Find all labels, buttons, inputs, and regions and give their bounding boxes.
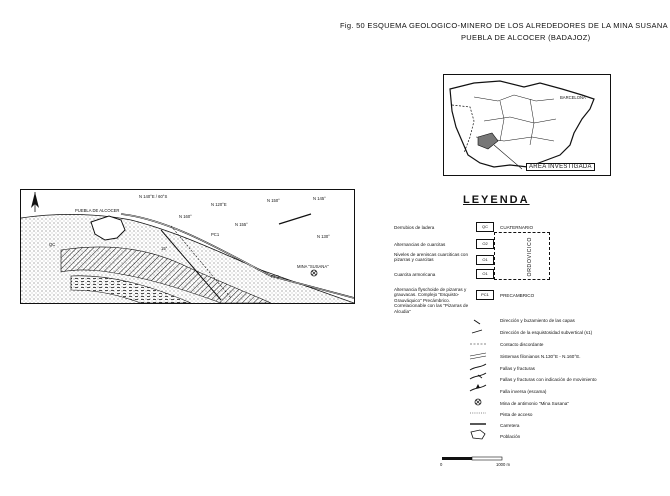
legend-symbol-10: Carretera (500, 423, 520, 428)
figure-title-line1: Fig. 50 ESQUEMA GEOLOGICO-MINERO DE LOS ALREDEDORES DE LA MINA SUSANA (340, 21, 668, 30)
inset-city-label: BARCELONA (560, 95, 586, 100)
unit-qc-label: QC (49, 242, 56, 247)
geological-map (20, 189, 355, 304)
strike-label: N 120°E (211, 202, 227, 207)
strike-label: N 145° (313, 196, 326, 201)
figure-title-line2: PUEBLA DE ALCOCER (BADAJOZ) (461, 33, 591, 42)
scale-zero: 0 (440, 462, 443, 467)
legend-box-qc: QC (476, 222, 494, 232)
map-drawing (21, 190, 354, 303)
legend-symbol-8: Mina de antimonio "Mina Susana" (500, 401, 569, 406)
legend-title: LEYENDA (463, 194, 530, 206)
legend-cuaternario: CUATERNARIO (500, 225, 534, 230)
legend-precambrico: PRECAMBRICO (500, 293, 535, 298)
location-inset (443, 74, 611, 176)
town-label: PUEBLA DE ALCOCER (75, 208, 120, 213)
legend-symbols (468, 316, 498, 461)
unit-pc1-label-2: PC1 (271, 274, 280, 279)
ordovicico-bracket (494, 232, 550, 280)
unit-pc1-label: PC1 (211, 232, 220, 237)
legend-alternancias: Alternancias de cuarcitas (394, 242, 446, 247)
legend-box-o2: O2 (476, 239, 494, 249)
legend-symbol-11: Población (500, 434, 521, 439)
legend-box-o1-a: O1 (476, 255, 494, 265)
legend-symbol-1: Dirección y buzamiento de las capas (500, 318, 575, 323)
legend-alternancia-flysch: Alternancia flyschoide de pizarras y grauvacas. Complejo "Esquisto-Grauváquico" Precámbrico. Correlacionable con las "Pizarras de Alcudia" (394, 287, 469, 314)
strike-label: N 130° (317, 234, 330, 239)
legend-symbol-7: Falla inversa (escama) (500, 389, 547, 394)
legend-derrubios: Derrubios de ladera (394, 225, 435, 230)
legend-symbol-3: Contacto discordante (500, 342, 544, 347)
strike-label: N 160° (179, 214, 192, 219)
legend-cuarcita: Cuarcita armoricana (394, 272, 436, 277)
legend-symbol-4: Sistemas filonianos N.130°E - N.160°E. (500, 354, 581, 359)
legend-niveles: Niveles de areniscas cuarciticas con pizarras y cuarcitas (394, 252, 469, 263)
area-investigada-label: AREA INVESTIGADA (526, 163, 595, 171)
strike-label: N 150° (267, 198, 280, 203)
legend-box-o1-b: O1 (476, 269, 494, 279)
legend-box-pc1: PC1 (476, 290, 494, 300)
strike-label: N 140°E / 60°S (139, 194, 168, 199)
iberia-outline (444, 75, 610, 175)
legend-ordovicico: ORDOVICICO (527, 237, 533, 277)
legend-symbol-2: Dirección de la esquistosidad subvertical (s1) (500, 330, 593, 335)
mine-label: MINA "SUSANA" (297, 264, 329, 269)
scale-bar (440, 455, 504, 463)
strike-label: N 155° (235, 222, 248, 227)
legend-symbol-9: Pista de acceso (500, 412, 533, 417)
legend-symbol-6: Fallas y fracturas con indicación de movimiento (500, 377, 597, 382)
legend-symbol-5: Fallas y fracturas (500, 366, 535, 371)
scale-end: 1000 m (496, 462, 510, 467)
strike-label: 15° (161, 246, 168, 251)
